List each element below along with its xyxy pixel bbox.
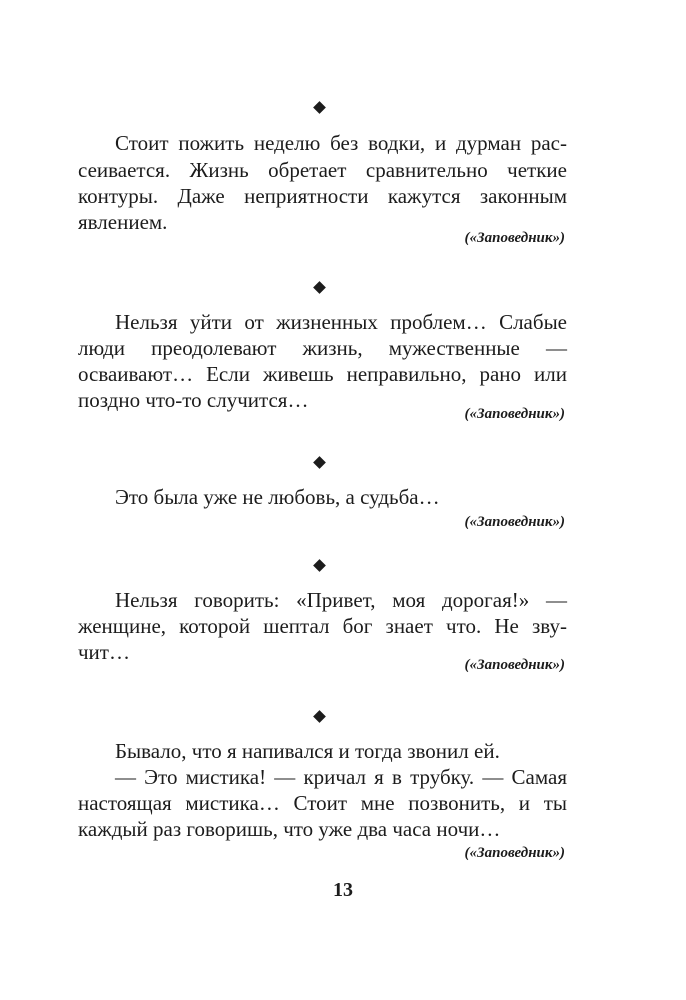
quote-1-line-1: Стоит пожить неделю без водки, и дурман рас- [115,131,567,155]
quote-3-source: («Заповедник») [464,514,565,530]
quote-5-line-3: настоящая мистика… Стоит мне позвонить, и ты [78,791,567,815]
section-divider-diamond-icon [313,101,326,114]
quote-4-line-1: Нельзя говорить: «Привет, моя дорогая!» — [115,588,567,612]
quote-2-source: («Заповедник») [464,406,565,422]
quote-2-line-1: Нельзя уйти от жизненных проблем… Слабые [115,310,567,334]
quote-1-source: («Заповедник») [464,230,565,246]
quote-5-line-4: каждый раз говоришь, что уже два часа ночи… [78,817,501,841]
quote-5-line-2: — Это мистика! — кричал я в трубку. — Самая [115,765,567,789]
section-divider-diamond-icon [313,281,326,294]
section-divider-diamond-icon [313,710,326,723]
quote-1-line-2: сеивается. Жизнь обретает сравнительно четкие [78,158,567,182]
quote-5-source: («Заповедник») [464,845,565,861]
quote-1-line-3: контуры. Даже неприятности кажутся законным [78,184,567,208]
quote-4-line-3: чит… [78,640,130,664]
quote-1-line-4: явлением. [78,210,168,234]
quote-2-line-3: осваивают… Если живешь неправильно, рано или [78,362,567,386]
quote-5-line-1: Бывало, что я напивался и тогда звонил ей. [115,739,500,763]
section-divider-diamond-icon [313,559,326,572]
page-number: 13 [333,879,353,901]
quote-4-source: («Заповедник») [464,657,565,673]
quote-4-line-2: женщине, которой шептал бог знает что. Не зву- [78,614,567,638]
quote-3-line-1: Это была уже не любовь, а судьба… [115,485,440,509]
quote-2-line-2: люди преодолевают жизнь, мужественные — [78,336,567,360]
section-divider-diamond-icon [313,456,326,469]
quote-2-line-4: поздно что-то случится… [78,388,309,412]
